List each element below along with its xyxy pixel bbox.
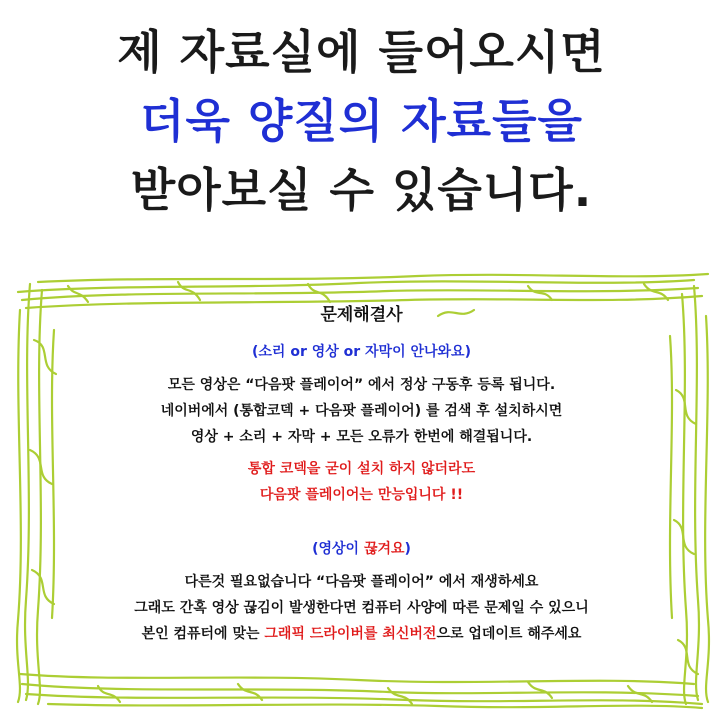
section2-line-3-suffix: 으로 업데이트 해주세요: [436, 626, 582, 643]
headline-line-3: 받아보실 수 있습니다.: [130, 163, 593, 217]
content-block: [40, 300, 683, 648]
section2-subtitle-highlight: 끊겨요: [363, 541, 405, 558]
section2-line-3-prefix: 본인 컴퓨터에 맞는: [141, 626, 265, 643]
section1-subtitle: (소리 or 영상 or 자막이 안나와요): [252, 344, 471, 360]
headline-block: [0, 18, 723, 225]
content-title: 문제해결사: [320, 305, 403, 325]
headline-line-2: 더욱 양질의 자료들을: [140, 94, 583, 148]
section1-line-1: 모든 영상은 “다음팟 플레이어” 에서 정상 구동후 등록 됩니다.: [167, 377, 556, 393]
section2-subtitle: [40, 538, 683, 558]
section2-subtitle-prefix: (영상이: [312, 541, 364, 558]
section1-line-3: 영상 + 소리 + 자막 + 모든 오류가 한번에 해결됩니다.: [190, 428, 533, 445]
section1-red-line-1: 통합 코덱을 굳이 설치 하지 않더라도: [247, 460, 476, 477]
section1-red-line-2: 다음팟 플레이어는 만능입니다 !!: [259, 486, 464, 503]
section2-line-2: 그래도 간혹 영상 끊김이 발생한다면 컴퓨터 사양에 따른 문제일 수 있으니: [134, 600, 589, 617]
section1-line-2: 네이버에서 (통합코덱 + 다음팟 플레이어) 를 검색 후 설치하시면: [160, 402, 563, 419]
section2-line-3: [40, 622, 683, 648]
section2-line-3-highlight: 그래픽 드라이버를 최신버전: [264, 626, 437, 643]
section2-line-1: 다른것 필요없습니다 “다음팟 플레이어” 에서 재생하세요: [184, 574, 539, 591]
section2-subtitle-suffix: ): [404, 541, 411, 558]
headline-line-1: 제 자료실에 들어오시면: [117, 25, 606, 79]
spacer-large: [40, 508, 683, 538]
